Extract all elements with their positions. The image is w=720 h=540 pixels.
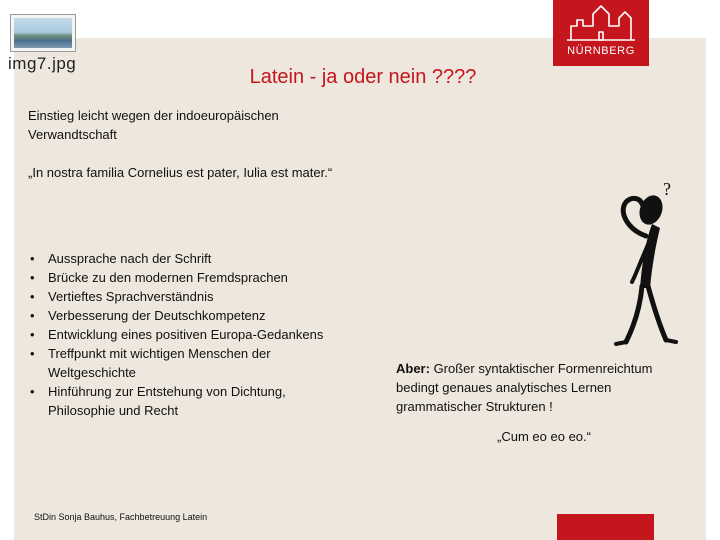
list-item [28, 344, 328, 382]
list-item-text: Brücke zu den modernen Fremdsprachen [48, 270, 288, 285]
thinking-person-icon [606, 178, 682, 348]
bullet-icon: • [30, 308, 35, 323]
bullet-list [28, 249, 328, 420]
list-item [28, 325, 328, 344]
list-item-text: Vertieftes Sprachverständnis [48, 289, 214, 304]
logo-text: NÜRNBERG [567, 45, 635, 57]
list-item-text: Entwicklung eines positiven Europa-Gedankens [48, 327, 324, 342]
list-item [28, 382, 328, 420]
aber-label: Aber: [396, 361, 430, 376]
latin-motto: „Cum eo eo eo.“ [497, 429, 591, 444]
bottom-red-bar [557, 514, 654, 540]
bullet-icon: • [30, 384, 35, 399]
bullet-icon: • [30, 346, 35, 361]
list-item [28, 306, 328, 325]
list-item-text: Hinführung zur Entstehung von Dichtung, Philosophie und Recht [48, 384, 286, 418]
castle-icon [553, 0, 649, 44]
list-item-text: Treffpunkt mit wichtigen Menschen der Weltgeschichte [48, 346, 271, 380]
list-item-text: Aussprache nach der Schrift [48, 251, 212, 266]
footer-author: StDin Sonja Bauhus, Fachbetreuung Latein [34, 512, 208, 522]
slide-title: Latein - ja oder nein ???? [249, 66, 477, 88]
question-mark: ? [663, 179, 671, 199]
landscape-image [14, 18, 72, 48]
list-item [28, 268, 328, 287]
latin-quote: „In nostra familia Cornelius est pater, Iulia est mater.“ [28, 165, 333, 180]
aber-note [396, 359, 691, 416]
list-item [28, 249, 328, 268]
thumbnail-caption: img7.jpg [8, 54, 77, 73]
list-item-text: Verbesserung der Deutschkompetenz [48, 308, 266, 323]
bullet-icon: • [30, 270, 35, 285]
bullet-icon: • [30, 289, 35, 304]
bullet-icon: • [30, 251, 35, 266]
corner-thumbnail [10, 14, 76, 52]
aber-text: Großer syntaktischer Formenreichtum bedingt genaues analytisches Lernen grammatischer Strukturen ! [396, 361, 653, 414]
bullet-icon: • [30, 327, 35, 342]
intro-text: Einstieg leicht wegen der indoeuropäischen Verwandtschaft [28, 108, 279, 142]
list-item [28, 287, 328, 306]
